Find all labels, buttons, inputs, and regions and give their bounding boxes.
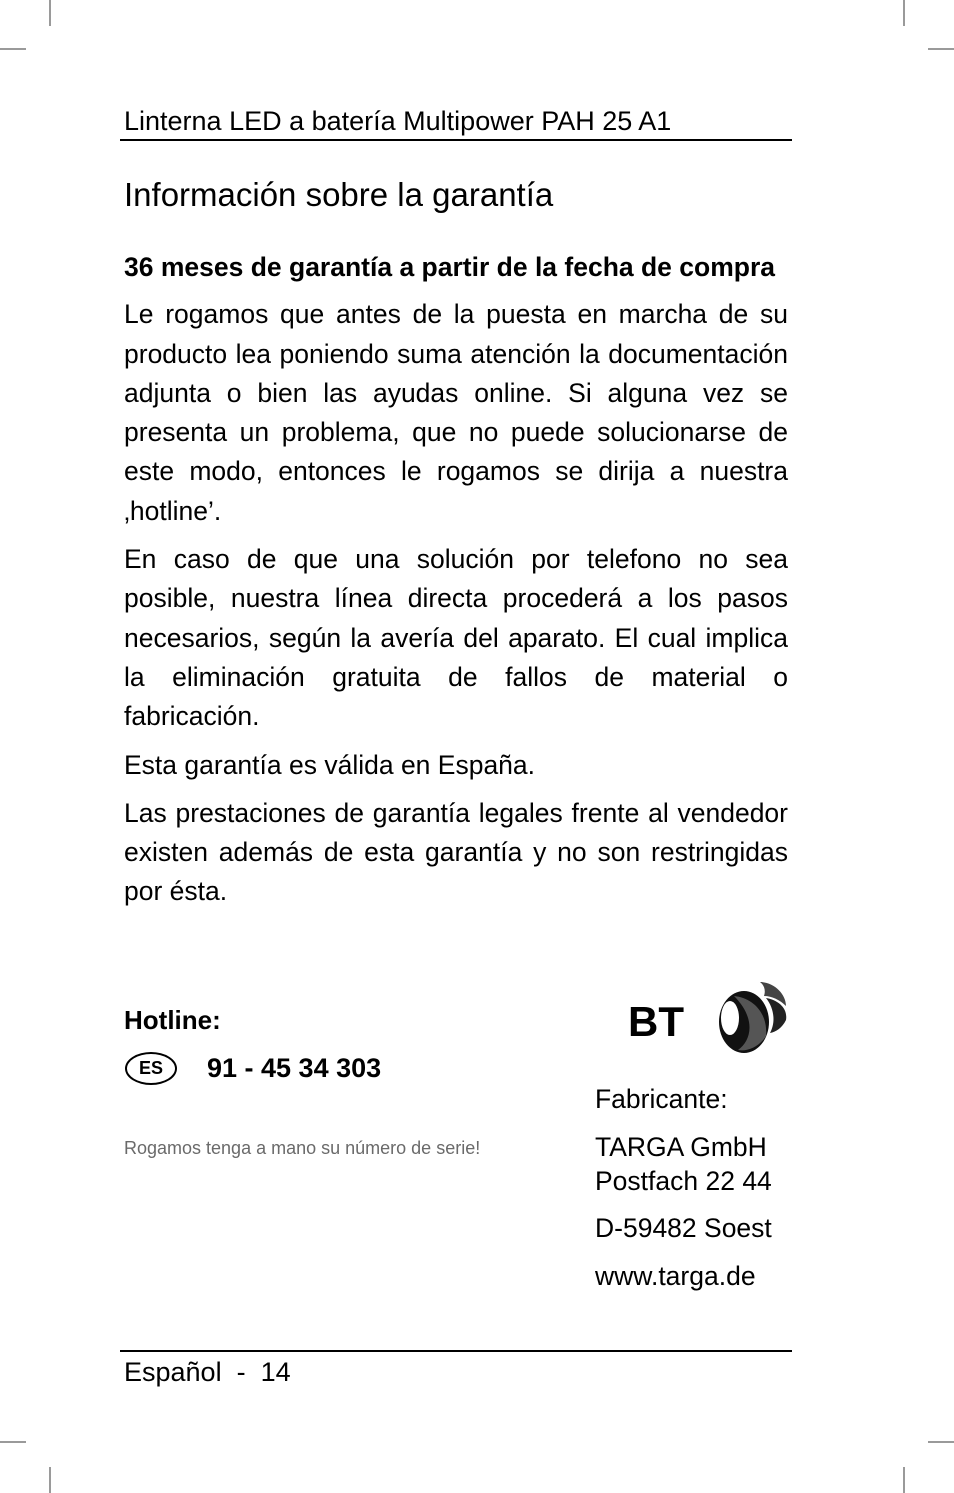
manufacturer-label: Fabricante:	[595, 1084, 728, 1114]
page-footer: Español - 14	[124, 1357, 291, 1387]
paragraph: Las prestaciones de garantía legales frente al vendedor existen además de esta garantía y no son restringidas por ésta.	[124, 797, 788, 907]
warranty-body	[124, 248, 788, 921]
crop-mark	[928, 1441, 954, 1443]
manufacturer-company: TARGA GmbH	[595, 1132, 767, 1162]
manufacturer-city: D-59482 Soest	[595, 1213, 772, 1243]
crop-mark	[0, 48, 26, 50]
manufacturer-website: www.targa.de	[595, 1261, 756, 1291]
bt-logo	[626, 976, 792, 1058]
manufacturer-po-box: Postfach 22 44	[595, 1166, 772, 1196]
crop-mark	[928, 48, 954, 50]
bt-globe-logo-icon	[626, 976, 792, 1058]
section-title: Información sobre la garantía	[124, 176, 554, 213]
globe-icon	[719, 982, 786, 1053]
running-header: Linterna LED a batería Multipower PAH 25 A1	[124, 106, 672, 136]
crop-mark	[903, 1467, 905, 1493]
hotline-phone: 91 - 45 34 303	[207, 1053, 382, 1083]
crop-mark	[0, 1441, 26, 1443]
crop-mark	[49, 0, 51, 26]
paragraph: Le rogamos que antes de la puesta en marcha de su producto lea poniendo suma atención la documentación adjunta o bien las ayudas online. Si alguna vez se presenta un problema, que no puede solucionarse de este modo, entonces le rogamos se dirija a nuestra ‚hotline’.	[124, 299, 788, 526]
footer-rule	[120, 1350, 792, 1352]
hotline-label: Hotline:	[124, 1005, 221, 1035]
header-rule	[120, 139, 792, 141]
serial-number-note: Rogamos tenga a mano su número de serie!	[124, 1138, 481, 1158]
paragraph: En caso de que una solución por telefono no sea posible, nuestra línea directa procederá a los pasos necesarios, según la avería del aparato. El cual implica la eliminación gratuita de fallos de material o fabricación.	[124, 544, 788, 732]
logo-text: BT	[628, 998, 684, 1045]
crop-mark	[903, 0, 905, 26]
section-subtitle: 36 meses de garantía a partir de la fecha de compra	[124, 252, 776, 282]
country-badge: ES	[125, 1052, 177, 1085]
paragraph: Esta garantía es válida en España.	[124, 749, 536, 780]
crop-mark	[49, 1467, 51, 1493]
